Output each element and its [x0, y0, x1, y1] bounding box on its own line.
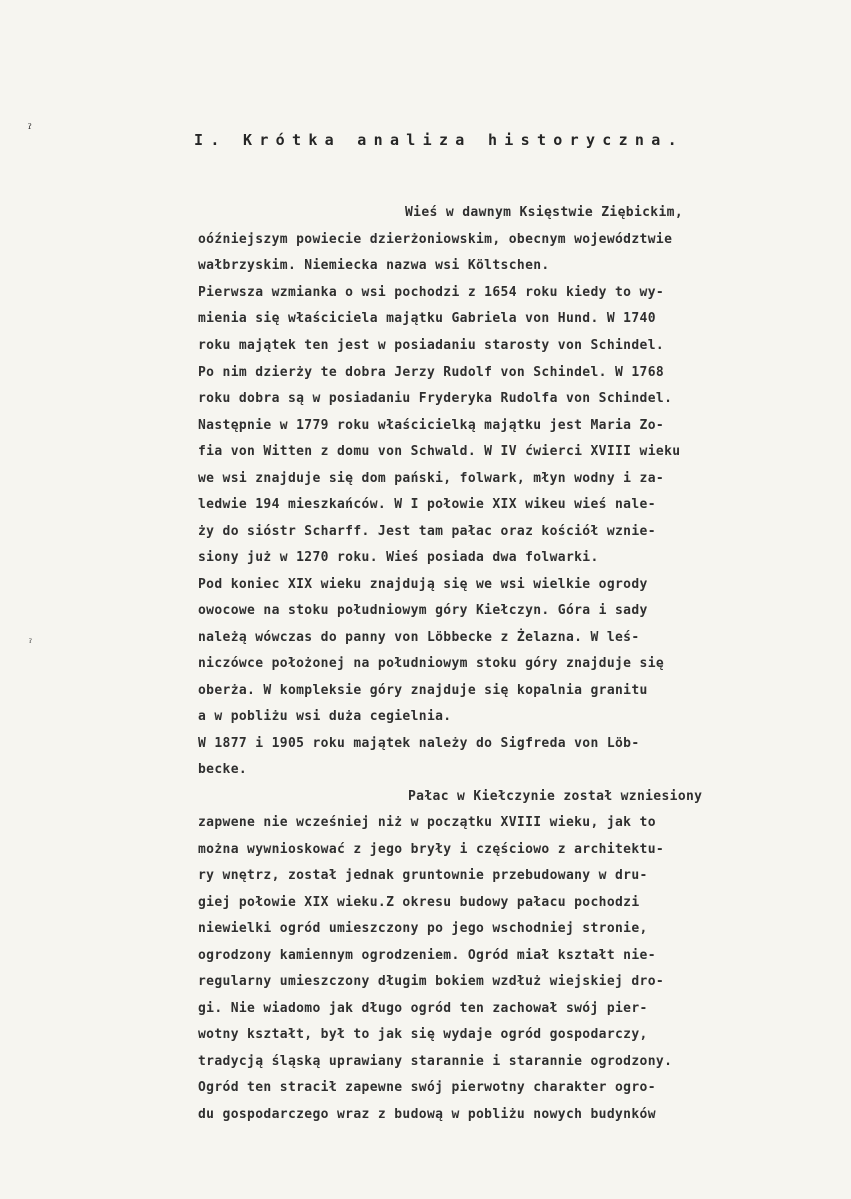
text-line: roku majątek ten jest w posiadaniu starosty von Schindel. [198, 338, 665, 353]
text-line: wotny kształt, był to jak się wydaje ogród gospodarczy, [198, 1027, 648, 1042]
text-line: niewielki ogród umieszczony po jego wschodniej stronie, [198, 921, 648, 936]
margin-tick-mark: ˀ [28, 122, 32, 138]
text-line: siony już w 1270 roku. Wieś posiada dwa folwarki. [198, 550, 599, 565]
text-line: oberża. W kompleksie góry znajduje się kopalnia granitu [198, 683, 648, 698]
text-line: becke. [198, 762, 248, 777]
text-line: roku dobra są w posiadaniu Fryderyka Rudolfa von Schindel. [198, 391, 673, 406]
text-line: W 1877 i 1905 roku majątek należy do Sigfreda von Löb- [198, 736, 640, 751]
text-line: ogrodzony kamiennym ogrodzeniem. Ogród miał kształt nie- [198, 948, 656, 963]
text-line: we wsi znajduje się dom pański, folwark, młyn wodny i za- [198, 471, 665, 486]
text-line: niczówce położonej na południowym stoku góry znajduje się [198, 656, 665, 671]
text-line: ry wnętrz, został jednak gruntownie przebudowany w dru- [198, 868, 648, 883]
text-line: Pałac w Kiełczynie został wzniesiony [408, 789, 703, 804]
text-line: Pod koniec XIX wieku znajdują się we wsi wielkie ogrody [198, 577, 648, 592]
text-line: gi. Nie wiadomo jak długo ogród ten zachował swój pier- [198, 1001, 648, 1016]
text-line: wałbrzyskim. Niemiecka nazwa wsi Költschen. [198, 258, 550, 273]
text-line: ledwie 194 mieszkańców. W I połowie XIX wikeu wieś nale- [198, 497, 656, 512]
text-line: można wywnioskować z jego bryły i częściowo z architektu- [198, 842, 665, 857]
text-line: Ogród ten stracił zapewne swój pierwotny charakter ogro- [198, 1080, 656, 1095]
text-line: owocowe na stoku południowym góry Kiełczyn. Góra i sady [198, 603, 648, 618]
text-line: ży do sióstr Scharff. Jest tam pałac oraz kościół wznie- [198, 524, 656, 539]
text-line: Następnie w 1779 roku właścicielką majątku jest Maria Zo- [198, 418, 665, 433]
text-line: fia von Witten z domu von Schwald. W IV ćwierci XVIII wieku [198, 444, 681, 459]
text-line: giej połowie XIX wieku.Z okresu budowy pałacu pochodzi [198, 895, 640, 910]
document-title: I. Krótka analiza historyczna. [194, 131, 684, 149]
text-line: oóźniejszym powiecie dzierżoniowskim, obecnym województwie [198, 232, 673, 247]
text-line: Wieś w dawnym Księstwie Ziębickim, [405, 205, 684, 220]
text-line: Po nim dzierży te dobra Jerzy Rudolf von Schindel. W 1768 [198, 365, 665, 380]
text-line: należą wówczas do panny von Löbbecke z Żelazna. W leś- [198, 630, 640, 645]
text-line: regularny umieszczony długim bokiem wzdłuż wiejskiej dro- [198, 974, 665, 989]
margin-tick-mark: ˀ [29, 637, 33, 650]
text-line: zapwene nie wcześniej niż w początku XVIII wieku, jak to [198, 815, 656, 830]
text-line: du gospodarczego wraz z budową w pobliżu nowych budynków [198, 1107, 656, 1122]
text-line: tradycją śląską uprawiany starannie i starannie ogrodzony. [198, 1054, 673, 1069]
text-line: mienia się właściciela majątku Gabriela von Hund. W 1740 [198, 311, 656, 326]
text-line: a w pobliżu wsi duża cegielnia. [198, 709, 452, 724]
text-line: Pierwsza wzmianka o wsi pochodzi z 1654 roku kiedy to wy- [198, 285, 665, 300]
